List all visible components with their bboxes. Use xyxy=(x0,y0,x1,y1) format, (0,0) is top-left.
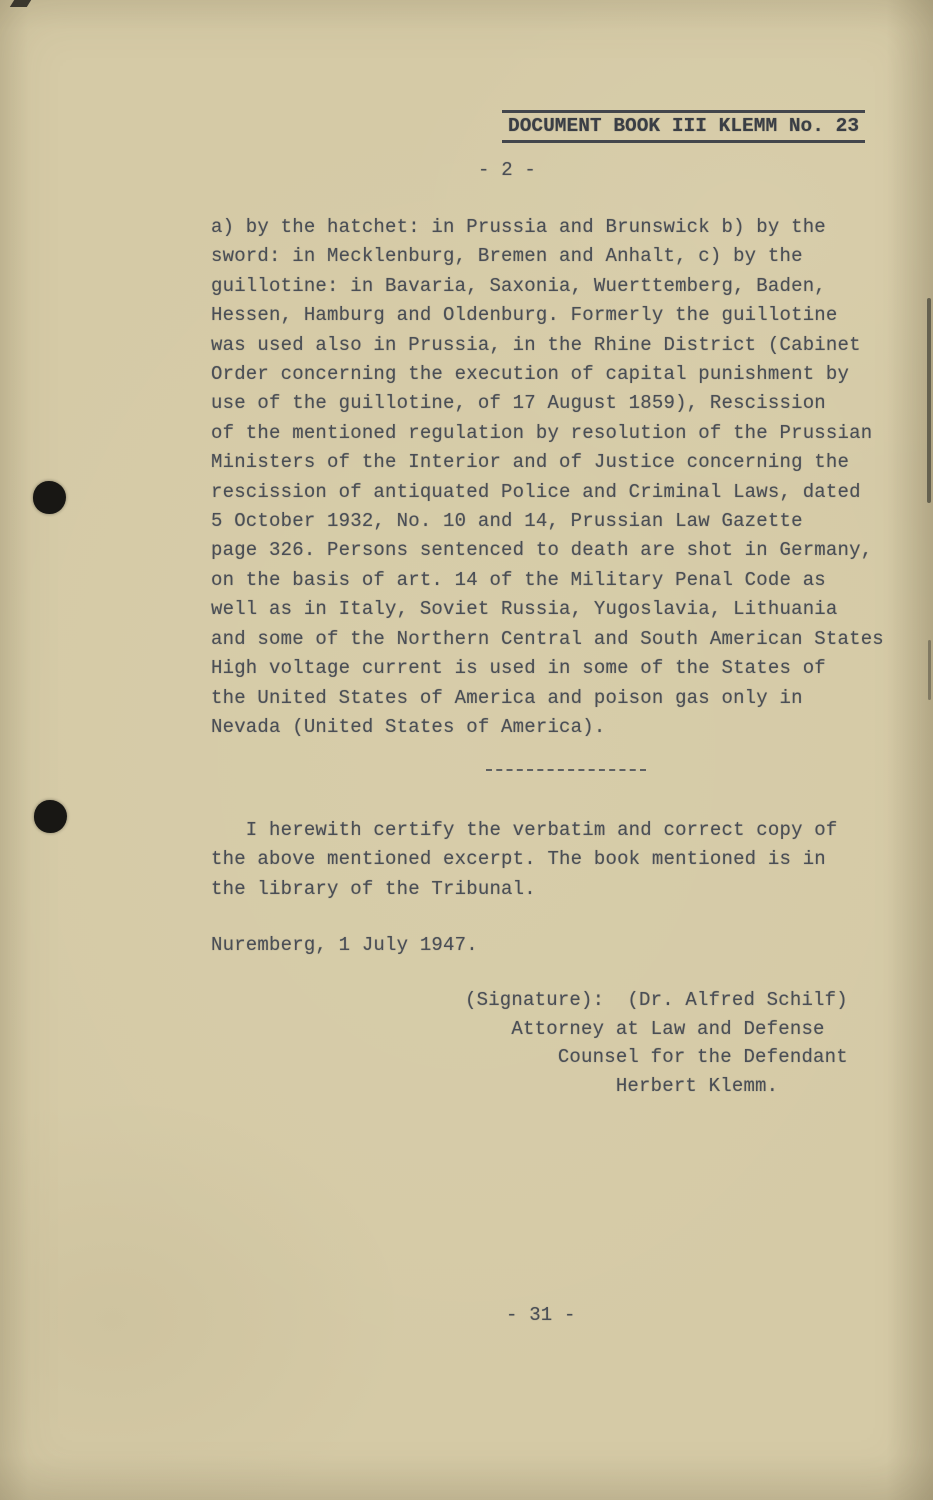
text-line: Ministers of the Interior and of Justice concerning the xyxy=(211,451,850,474)
body-paragraph xyxy=(211,213,884,742)
text-line: the above mentioned excerpt. The book mentioned is in xyxy=(211,848,826,871)
dashed-separator-line xyxy=(486,769,646,771)
text-line: 5 October 1932, No. 10 and 14, Prussian Law Gazette xyxy=(211,510,803,533)
dateline: Nuremberg, 1 July 1947. xyxy=(211,934,478,956)
text-line: on the basis of art. 14 of the Military Penal Code as xyxy=(211,568,826,591)
page-number-bottom: - 31 - xyxy=(506,1304,576,1326)
text-line: Nevada (United States of America). xyxy=(211,715,606,738)
signature-block xyxy=(465,986,848,1100)
text-line: and some of the Northern Central and South American States xyxy=(211,627,884,650)
certification-paragraph xyxy=(211,816,838,904)
page-number-top: - 2 - xyxy=(478,159,537,181)
text-line: Hessen, Hamburg and Oldenburg. Formerly the guillotine xyxy=(211,304,838,327)
hole-punch-top xyxy=(33,481,66,514)
scan-artifact-right-edge xyxy=(927,298,931,503)
scan-artifact-corner xyxy=(10,0,31,7)
text-line: page 326. Persons sentenced to death are shot in Germany, xyxy=(211,539,873,562)
text-line: Attorney at Law and Defense xyxy=(465,1017,825,1040)
text-line: the library of the Tribunal. xyxy=(211,877,536,900)
text-line: High voltage current is used in some of the States of xyxy=(211,657,826,680)
scan-artifact-right-edge-small xyxy=(928,640,931,700)
hole-punch-bottom xyxy=(34,800,67,833)
text-line: (Signature): (Dr. Alfred Schilf) xyxy=(465,989,848,1011)
text-line: rescission of antiquated Police and Criminal Laws, dated xyxy=(211,480,861,503)
text-line: the United States of America and poison gas only in xyxy=(211,686,803,709)
text-line: was used also in Prussia, in the Rhine District (Cabinet xyxy=(211,333,861,356)
text-line: a) by the hatchet: in Prussia and Brunswick b) by the xyxy=(211,216,826,238)
document-book-header-stamp: DOCUMENT BOOK III KLEMM No. 23 xyxy=(502,110,865,143)
text-line: Herbert Klemm. xyxy=(465,1074,779,1097)
text-line: well as in Italy, Soviet Russia, Yugoslavia, Lithuania xyxy=(211,598,838,621)
text-line: sword: in Mecklenburg, Bremen and Anhalt, c) by the xyxy=(211,245,803,268)
text-line: Counsel for the Defendant xyxy=(465,1046,848,1069)
text-line: Order concerning the execution of capital punishment by xyxy=(211,363,850,386)
text-line: I herewith certify the verbatim and correct copy of xyxy=(211,819,838,841)
text-line: use of the guillotine, of 17 August 1859), Rescission xyxy=(211,392,826,415)
text-line: of the mentioned regulation by resolution of the Prussian xyxy=(211,421,873,444)
text-line: guillotine: in Bavaria, Saxonia, Wuerttemberg, Baden, xyxy=(211,274,826,297)
